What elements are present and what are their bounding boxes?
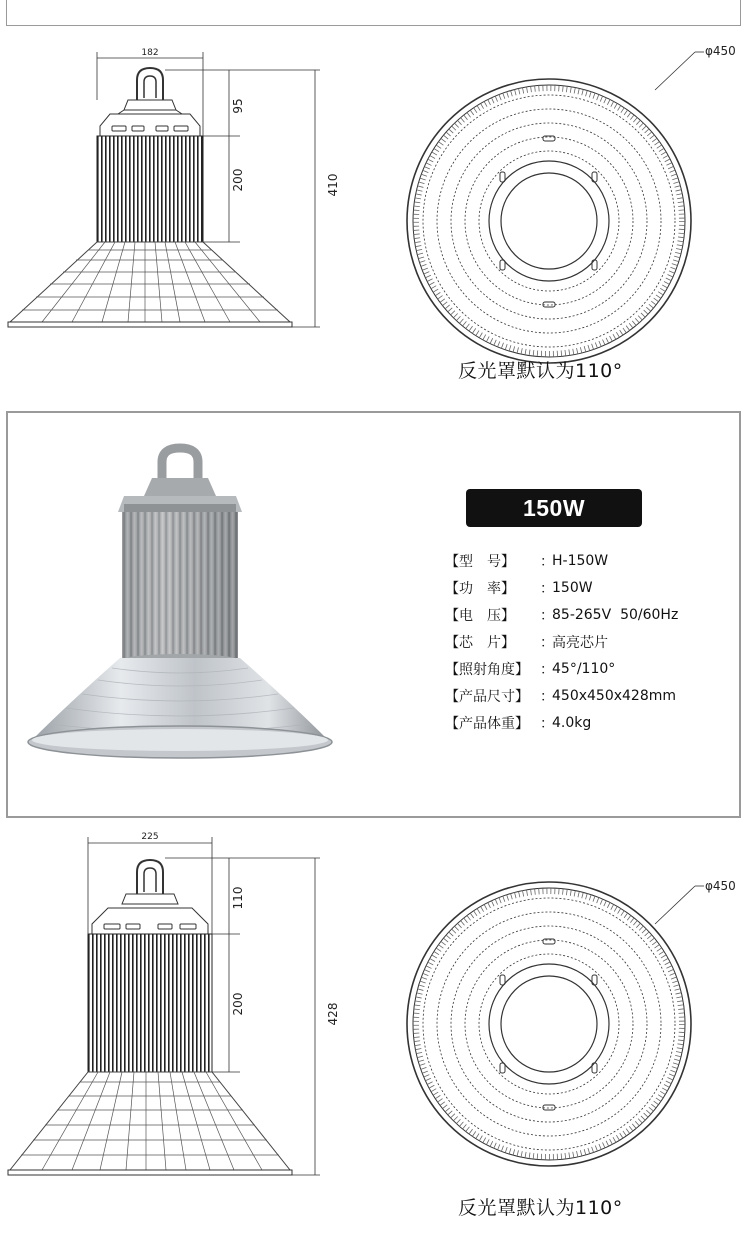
spec-value-beam-angle: 45°/110° [552, 660, 616, 677]
spec-row-beam-angle [445, 655, 678, 682]
wattage-badge: 150W [466, 489, 642, 527]
top-diameter-label: φ450 [705, 44, 736, 58]
reflector-top-view [407, 52, 704, 363]
spec-separator: ： [540, 553, 554, 570]
spec-key-weight: 【产品体重】 [445, 715, 529, 732]
bottom-total-height-label: 428 [326, 1002, 340, 1026]
spec-value-power: 150W [552, 579, 593, 596]
bottom-dimension-drawing [0, 826, 750, 1181]
spec-row-power [445, 574, 678, 601]
bottom-width-label: 225 [141, 832, 159, 842]
top-upper-height-label: 95 [231, 98, 245, 114]
top-section-frame [6, 0, 741, 26]
spec-value-voltage: 85-265V 50/60Hz [552, 606, 679, 623]
spec-separator: ： [540, 661, 554, 678]
bottom-caption: 反光罩默认为110° [458, 1197, 623, 1219]
spec-value-size: 450x450x428mm [552, 687, 677, 704]
spec-key-size: 【产品尺寸】 [445, 688, 529, 705]
spec-value-weight: 4.0kg [552, 714, 592, 731]
spec-key-voltage: 【电 压】 [445, 607, 515, 624]
product-photo [20, 440, 350, 800]
spec-value-chip: 高亮芯片 [552, 634, 608, 651]
reflector-top-view [407, 882, 704, 1166]
bottom-body-height-label: 200 [231, 992, 245, 1016]
spec-row-voltage [445, 601, 678, 628]
top-dimension-drawing [0, 30, 750, 385]
lamp-side-view [8, 68, 292, 327]
spec-key-model: 【型 号】 [445, 553, 515, 570]
lamp-side-view [8, 860, 292, 1175]
spec-separator: ： [540, 688, 554, 705]
spec-row-weight [445, 709, 678, 736]
top-width-label: 182 [141, 48, 159, 58]
bottom-upper-height-label: 110 [231, 886, 245, 910]
bottom-diameter-label: φ450 [705, 879, 736, 893]
top-body-height-label: 200 [231, 168, 245, 192]
top-total-height-label: 410 [326, 173, 340, 197]
spec-key-power: 【功 率】 [445, 580, 515, 597]
spec-row-chip [445, 628, 678, 655]
spec-separator: ： [540, 607, 554, 624]
spec-value-model: H-150W [552, 552, 609, 569]
spec-key-beam-angle: 【照射角度】 [445, 661, 529, 678]
top-caption: 反光罩默认为110° [458, 360, 623, 382]
spec-key-chip: 【芯 片】 [445, 634, 515, 651]
spec-list [445, 547, 678, 736]
spec-row-model [445, 547, 678, 574]
spec-row-size [445, 682, 678, 709]
spec-separator: ： [540, 580, 554, 597]
spec-separator: ： [540, 634, 554, 651]
spec-separator: ： [540, 715, 554, 732]
